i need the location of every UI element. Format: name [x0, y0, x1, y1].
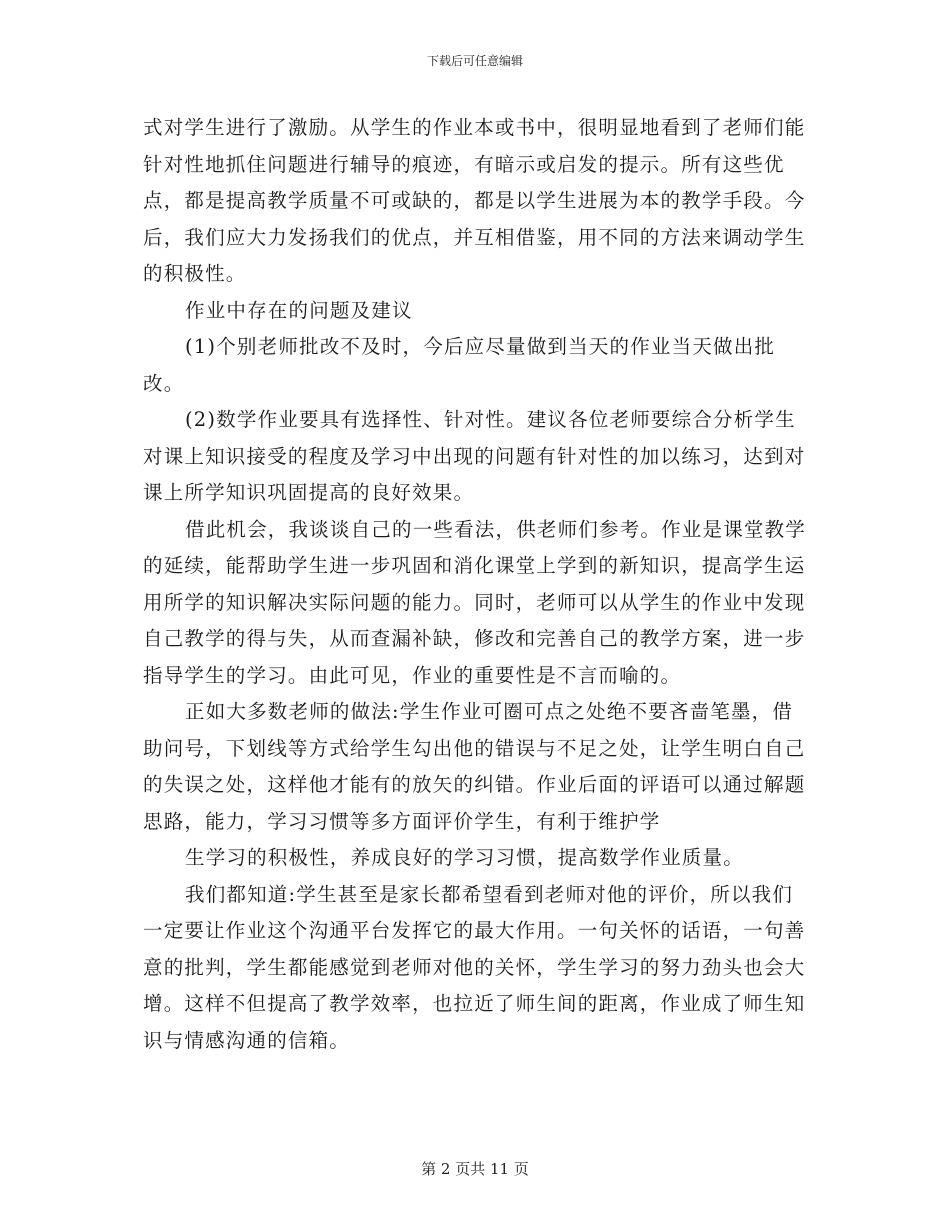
section-heading: 作业中存在的问题及建议	[185, 298, 413, 322]
paragraph-item-1: (1)个别老师批改不及时，今后应尽量做到当天的作业当天做出批改。	[143, 335, 776, 395]
page-footer: 第 2 页共 11 页	[421, 1160, 529, 1178]
paragraph-continuation: 式对学生进行了激励。从学生的作业本或书中，很明显地看到了老师们能针对性地抓住问题进行辅导的痕迹，有暗示或启发的提示。所有这些优点，都是提高教学质量不可或缺的，都是以学生进展为本的教学手段。今后，我们应大力发扬我们的优点，并互相借鉴，用不同的方法来调动学生的积极性。	[143, 116, 806, 285]
paragraph: 生学习的积极性，养成良好的学习习惯，提高数学作业质量。	[185, 846, 744, 869]
paragraph: 我们都知道:学生甚至是家长都希望看到老师对他的评价，所以我们一定要让作业这个沟通平台发挥它的最大作用。一句关怀的话语，一句善意的批判，学生都能感觉到老师对他的关怀，学生学习的努力劲头也会大增。这样不但提高了教学效率，也拉近了师生间的距离，作业成了师生知识与情感沟通的信箱。	[143, 882, 806, 1052]
page-header: 下载后可任意编辑	[426, 54, 523, 68]
document-body	[143, 110, 811, 1059]
paragraph: 借此机会，我谈谈自己的一些看法，供老师们参考。作业是课堂教学的延续，能帮助学生进一步巩固和消化课堂上学到的新知识，提高学生运用所学的知识解决实际问题的能力。同时，老师可以从学生的作业中发现自己教学的得与失，从而查漏补缺，修改和完善自己的教学方案，进一步指导学生的学习。由此可见，作业的重要性是不言而喻的。	[143, 517, 807, 687]
paragraph: 正如大多数老师的做法:学生作业可圈可点之处绝不要吝啬笔墨，借助问号，下划线等方式给学生勾出他的错误与不足之处，让学生明白自己的失误之处，这样他才能有的放矢的纠错。作业后面的评语可以通过解题思路，能力，学习习惯等多方面评价学生，有利于维护学	[143, 700, 806, 833]
paragraph-item-2: (2)数学作业要具有选择性、针对性。建议各位老师要综合分析学生对课上知识接受的程度及学习中出现的问题有针对性的加以练习，达到对课上所学知识巩固提高的良好效果。	[143, 408, 806, 504]
